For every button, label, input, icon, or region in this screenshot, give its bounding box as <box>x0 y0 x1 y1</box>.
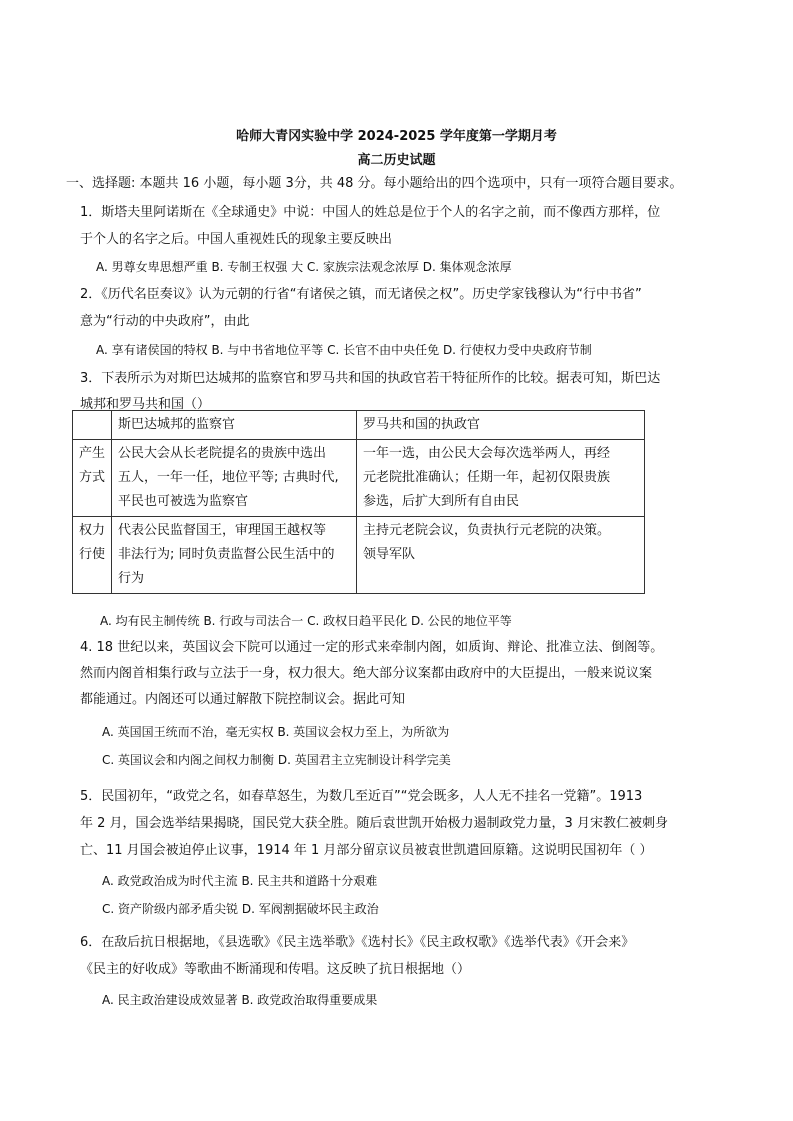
exam-title: 哈师大青冈实验中学 2024-2025 学年度第一学期月考 <box>236 129 557 144</box>
q6-options: A. 民主政治建设成效显著 B. 政党政治取得重要成果 <box>102 993 378 1007</box>
q3-options: A. 均有民主制传统 B. 行政与司法合一 C. 政权日趋平民化 D. 公民的地位平等 <box>100 614 512 628</box>
q5-text-line-3: 亡、11 月国会被迫停止议事，1914 年 1 月部分留京议员被袁世凯遣回原籍。这说明民国初年（ ） <box>80 843 653 858</box>
table-corner-cell <box>73 411 112 440</box>
q3-text-line-1: 3．下表所示为对斯巴达城邦的监察官和罗马共和国的执政官若干特征所作的比较。据表可知，斯巴达 <box>80 371 661 386</box>
row-header-power <box>73 517 112 594</box>
cell-line: 平民也可被选为监察官 <box>118 494 249 509</box>
q4-text-line-3: 都能通过。内阁还可以通过解散下院控制议会。据此可知 <box>80 692 406 707</box>
q5-text-line-1: 5．民国初年，“政党之名，如春草怒生，为数几至近百”“党会既多，人人无不挂名一党籍”。1913 <box>80 789 643 804</box>
cell-line: 公民大会从长老院提名的贵族中选出 <box>118 446 327 461</box>
q1-options: A. 男尊女卑思想严重 B. 专制王权强 大 C. 家族宗法观念浓厚 D. 集体观念浓厚 <box>96 260 512 274</box>
q2-text-line-2: 意为“行动的中央政府”，由此 <box>80 314 250 329</box>
q2-text-line-1: 2．《历代名臣奏议》认为元朝的行省“有诸侯之镇，而无诸侯之权”。历史学家钱穆认为“行中书省” <box>80 287 642 302</box>
row-header-line: 产生 <box>79 446 106 461</box>
table-cell-rome-selection <box>357 440 645 517</box>
row-header-line: 权力 <box>79 523 106 538</box>
q1-text-line-2: 于个人的名字之后。中国人重视姓氏的现象主要反映出 <box>80 232 393 247</box>
cell-line: 主持元老院会议，负责执行元老院的决策。 <box>363 523 611 538</box>
cell-line: 五人，一年一任，地位平等; 古典时代, <box>118 470 339 485</box>
exam-subtitle: 高二历史试题 <box>357 153 436 168</box>
table-row <box>73 517 645 594</box>
table-header-sparta: 斯巴达城邦的监察官 <box>112 411 357 440</box>
q5-text-line-2: 年 2 月，国会选举结果揭晓，国民党大获全胜。随后袁世凯开始极力遏制政党力量，3 月宋教仁被刺身 <box>80 816 668 831</box>
cell-line: 一年一选，由公民大会每次选举两人，再经 <box>363 446 611 461</box>
cell-line: 参选，后扩大到所有自由民 <box>363 494 520 509</box>
row-header-line: 方式 <box>79 470 106 485</box>
table-cell-sparta-selection <box>112 440 357 517</box>
q4-options-ab: A. 英国国王统而不治，毫无实权 B. 英国议会权力至上，为所欲为 <box>102 725 450 739</box>
cell-line: 领导军队 <box>363 547 416 562</box>
table-header-row <box>73 411 645 440</box>
section-instructions: 一、选择题: 本题共 16 小题，每小题 3分，共 48 分。每小题给出的四个选项中，只有一项符合题目要求。 <box>66 176 683 191</box>
q4-options-cd: C. 英国议会和内阁之间权力制衡 D. 英国君主立宪制设计科学完美 <box>102 753 451 767</box>
table-cell-rome-power <box>357 517 645 594</box>
cell-line: 代表公民监督国王，审理国王越权等 <box>118 523 327 538</box>
q2-options: A. 享有诸侯国的特权 B. 与中书省地位平等 C. 长官不由中央任免 D. 行使权力受中央政府节制 <box>96 343 592 357</box>
cell-line: 元老院批准确认；任期一年，起初仅限贵族 <box>363 470 611 485</box>
q6-text-line-1: 6．在敌后抗日根据地，《县选歌》《民主选举歌》《选村长》《民主政权歌》《选举代表》《开会来》 <box>80 935 635 950</box>
q4-text-line-2: 然而内阁首相集行政与立法于一身，权力很大。绝大部分议案都由政府中的大臣提出，一般来说议案 <box>80 666 653 681</box>
table-header-rome: 罗马共和国的执政官 <box>357 411 645 440</box>
table-row <box>73 440 645 517</box>
q1-text-line-1: 1．斯塔夫里阿诺斯在《全球通史》中说：中国人的姓总是位于个人的名字之前，而不像西方那样，位 <box>80 205 661 220</box>
row-header-selection <box>73 440 112 517</box>
q5-options-ab: A. 政党政治成为时代主流 B. 民主共和道路十分艰难 <box>102 874 378 888</box>
table-cell-sparta-power <box>112 517 357 594</box>
comparison-table <box>72 410 645 594</box>
q3-text-line-2: 城邦和罗马共和国（） <box>80 397 211 412</box>
q4-text-line-1: 4. 18 世纪以来，英国议会下院可以通过一定的形式来牵制内阁，如质询、辩论、批准立法、倒阁等。 <box>80 640 664 655</box>
cell-line: 行为 <box>118 571 145 586</box>
q6-text-line-2: 《民主的好收成》等歌曲不断涌现和传唱。这反映了抗日根据地（） <box>80 962 471 977</box>
row-header-line: 行使 <box>79 547 106 562</box>
q5-options-cd: C. 资产阶级内部矛盾尖锐 D. 军阀割据破坏民主政治 <box>102 902 379 916</box>
cell-line: 非法行为; 同时负责监督公民生活中的 <box>118 547 335 562</box>
